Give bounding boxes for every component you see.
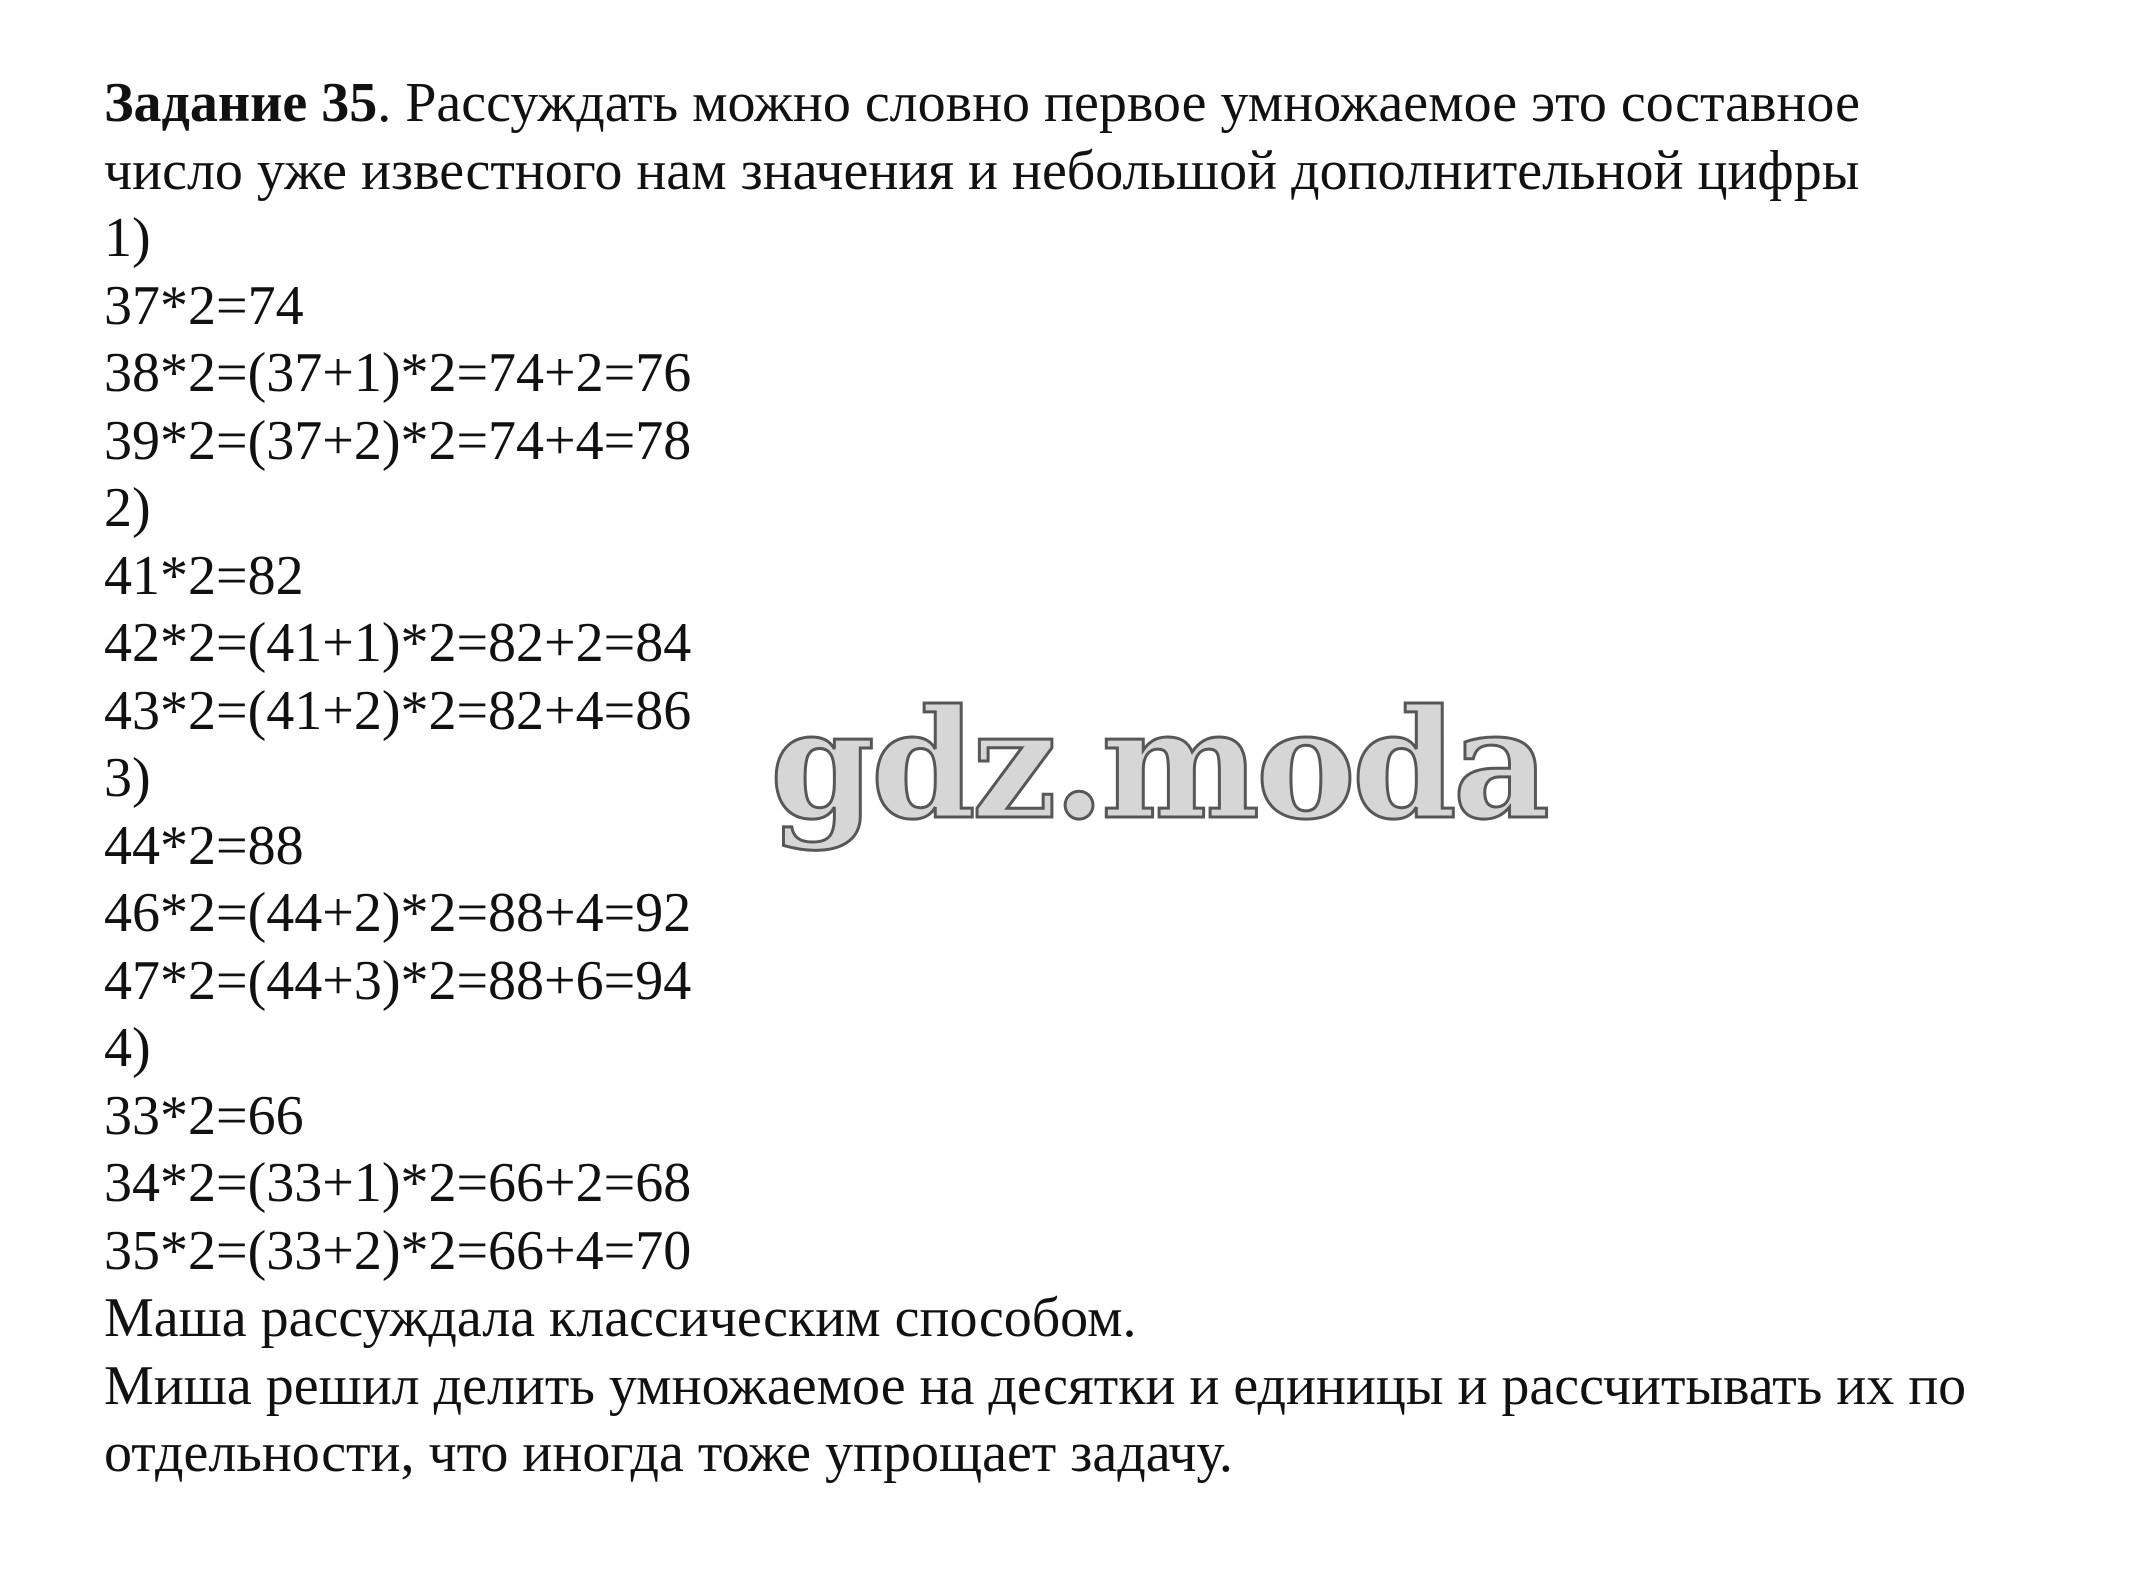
task-intro-1: . Рассуждать можно словно первое умножаемое это составное [377, 72, 1860, 134]
section-label: 4) [104, 1017, 151, 1079]
equation-line: 34*2=(33+1)*2=66+2=68 [104, 1152, 692, 1214]
section-label: 3) [104, 747, 151, 809]
section-label: 1) [104, 207, 151, 269]
equation-line: 47*2=(44+3)*2=88+6=94 [104, 949, 692, 1012]
equation-line: 39*2=(37+2)*2=74+4=78 [104, 409, 692, 472]
equation-line: 33*2=66 [104, 1084, 304, 1147]
task-heading [104, 70, 2104, 138]
conclusion-line: отдельности, что иногда тоже упрощает задачу. [104, 1422, 1233, 1484]
equation-line: 35*2=(33+2)*2=66+4=70 [104, 1219, 692, 1282]
equation-line: 38*2=(37+1)*2=74+2=76 [104, 342, 692, 404]
task-intro-2: число уже известного нам значения и небольшой дополнительной цифры [104, 139, 1860, 202]
task-number: Задание 35 [104, 72, 378, 134]
section-label: 2) [104, 477, 151, 539]
equation-line: 41*2=82 [104, 544, 304, 607]
watermark: gdz.moda [770, 677, 1547, 853]
conclusion-line: Миша решил делить умножаемое на десятки и единицы и рассчитывать их по [104, 1354, 1967, 1417]
equation-line: 42*2=(41+1)*2=82+2=84 [104, 612, 692, 674]
equation-line: 43*2=(41+2)*2=82+4=86 [104, 679, 692, 742]
equation-line: 37*2=74 [104, 274, 304, 337]
equation-line: 46*2=(44+2)*2=88+4=92 [104, 882, 692, 944]
equation-line: 44*2=88 [104, 814, 304, 877]
conclusion-line: Маша рассуждала классическим способом. [104, 1287, 1137, 1349]
solution-text [104, 70, 2104, 1488]
